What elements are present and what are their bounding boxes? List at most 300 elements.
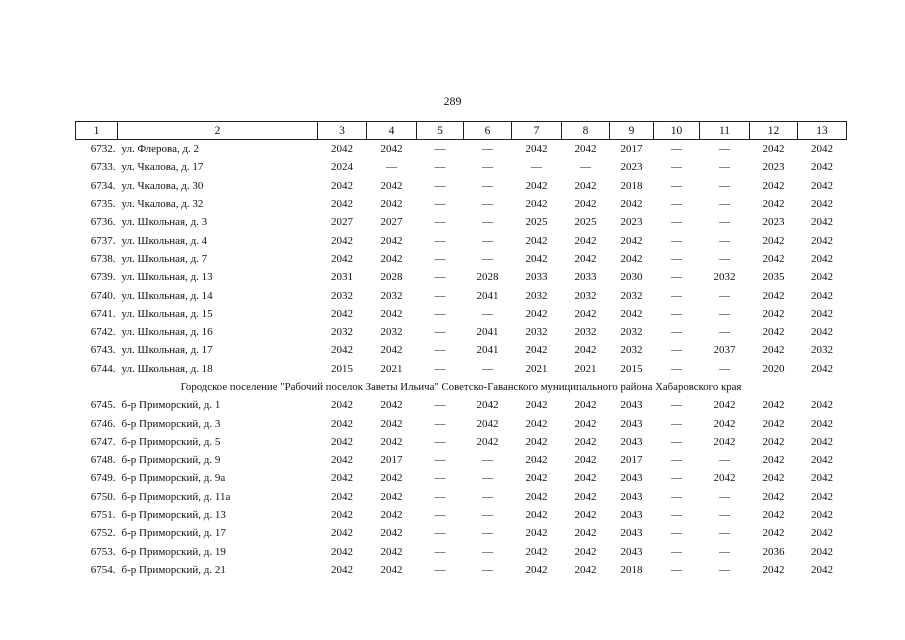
cell-col-9: 2043 (620, 417, 643, 430)
column-header-7: 7 (512, 122, 562, 140)
row-number: 6750. (90, 490, 116, 503)
cell-col-9: 2018 (620, 563, 643, 576)
cell-col-13: 2042 (811, 198, 833, 211)
section-row (76, 378, 847, 396)
row-address: б-р Приморский, д. 9 (121, 454, 221, 467)
cell-col-11: — (719, 252, 730, 265)
cell-col-9: 2043 (620, 399, 643, 412)
cell-col-13: 2042 (811, 417, 833, 430)
cell-col-10: — (671, 362, 682, 375)
cell-col-7: 2042 (525, 545, 548, 558)
cell-col-12: 2042 (762, 527, 785, 540)
cell-col-9: 2042 (620, 198, 643, 211)
table-header (76, 122, 847, 140)
cell-col-8: 2042 (574, 490, 597, 503)
row-address: б-р Приморский, д. 9а (121, 472, 226, 485)
cell-col-10: — (671, 417, 682, 430)
cell-col-11: — (719, 179, 730, 192)
cell-col-10: — (671, 289, 682, 302)
cell-col-8: 2042 (574, 307, 597, 320)
cell-col-4: 2042 (380, 563, 403, 576)
cell-col-12: 2042 (762, 454, 785, 467)
column-header-13: 13 (798, 122, 847, 140)
cell-col-5: — (434, 307, 446, 320)
cell-col-13: 2042 (811, 527, 833, 540)
cell-col-3: 2042 (331, 234, 353, 247)
cell-col-6: — (482, 563, 493, 576)
cell-col-6: 2041 (476, 326, 499, 339)
cell-col-5: — (434, 289, 446, 302)
cell-col-9: 2017 (620, 143, 643, 156)
row-number: 6746. (90, 417, 116, 430)
cell-col-11: 2042 (713, 435, 736, 448)
table-row (76, 341, 847, 359)
row-number: 6748. (90, 454, 116, 467)
cell-col-3: 2031 (331, 271, 353, 284)
cell-col-10: — (671, 234, 682, 247)
cell-col-13: 2042 (811, 362, 833, 375)
row-address: ул. Школьная, д. 13 (121, 271, 213, 284)
cell-col-13: 2042 (811, 490, 833, 503)
row-number: 6742. (90, 326, 116, 339)
cell-col-11: 2042 (713, 399, 736, 412)
cell-col-4: 2042 (380, 252, 403, 265)
cell-col-4: 2042 (380, 179, 403, 192)
cell-col-12: 2042 (762, 179, 785, 192)
cell-col-12: 2042 (762, 289, 785, 302)
cell-col-10: — (671, 472, 682, 485)
cell-col-12: 2042 (762, 490, 785, 503)
cell-col-9: 2032 (620, 326, 643, 339)
cell-col-4: 2042 (380, 435, 403, 448)
table-body (76, 140, 847, 580)
cell-col-11: 2037 (713, 344, 736, 357)
cell-col-13: 2042 (811, 143, 833, 156)
table-row (76, 543, 847, 561)
cell-col-12: 2023 (762, 161, 785, 174)
cell-col-9: 2043 (620, 545, 643, 558)
cell-col-5: — (434, 252, 446, 265)
column-header-5: 5 (417, 122, 464, 140)
row-number: 6733. (90, 161, 116, 174)
column-header-10: 10 (654, 122, 700, 140)
row-number: 6735. (90, 198, 116, 211)
cell-col-6: 2028 (476, 271, 499, 284)
cell-col-7: 2042 (525, 234, 548, 247)
cell-col-6: — (482, 545, 493, 558)
cell-col-13: 2042 (811, 307, 833, 320)
cell-col-11: 2042 (713, 417, 736, 430)
cell-col-13: 2042 (811, 289, 833, 302)
cell-col-7: 2042 (525, 417, 548, 430)
cell-col-11: — (719, 509, 730, 522)
table-row (76, 177, 847, 195)
cell-col-7: 2042 (525, 563, 548, 576)
cell-col-9: 2015 (620, 362, 643, 375)
row-address: ул. Школьная, д. 17 (121, 344, 213, 357)
row-address: б-р Приморский, д. 17 (121, 527, 226, 540)
cell-col-7: 2042 (525, 509, 548, 522)
cell-col-3: 2042 (331, 435, 353, 448)
cell-col-10: — (671, 435, 682, 448)
cell-col-9: 2042 (620, 252, 643, 265)
cell-col-6: — (482, 179, 493, 192)
cell-col-5: — (434, 545, 446, 558)
cell-col-6: — (482, 143, 493, 156)
cell-col-9: 2017 (620, 454, 643, 467)
cell-col-4: 2042 (380, 344, 403, 357)
cell-col-4: 2042 (380, 490, 403, 503)
cell-col-13: 2042 (811, 179, 833, 192)
row-address: б-р Приморский, д. 3 (121, 417, 221, 430)
cell-col-10: — (671, 198, 682, 211)
table-row (76, 451, 847, 469)
cell-col-10: — (671, 399, 682, 412)
cell-col-12: 2042 (762, 198, 785, 211)
column-header-9: 9 (610, 122, 654, 140)
cell-col-5: — (434, 417, 446, 430)
cell-col-13: 2042 (811, 454, 833, 467)
cell-col-7: 2042 (525, 252, 548, 265)
cell-col-5: — (434, 472, 446, 485)
cell-col-9: 2032 (620, 289, 643, 302)
cell-col-5: — (434, 435, 446, 448)
row-number: 6754. (90, 563, 116, 576)
page-number: 289 (443, 94, 462, 108)
table-row (76, 469, 847, 487)
cell-col-5: — (434, 326, 446, 339)
cell-col-6: — (482, 472, 493, 485)
cell-col-3: 2032 (331, 289, 353, 302)
cell-col-3: 2042 (331, 545, 353, 558)
cell-col-3: 2024 (331, 161, 353, 174)
row-address: ул. Чкалова, д. 32 (121, 198, 204, 211)
cell-col-11: — (719, 563, 730, 576)
cell-col-13: 2042 (811, 399, 833, 412)
cell-col-4: 2042 (380, 417, 403, 430)
cell-col-12: 2042 (762, 563, 785, 576)
cell-col-7: 2032 (525, 326, 548, 339)
cell-col-8: 2042 (574, 399, 597, 412)
cell-col-8: 2042 (574, 252, 597, 265)
cell-col-6: 2042 (476, 435, 499, 448)
cell-col-4: — (386, 161, 397, 174)
cell-col-7: 2032 (525, 289, 548, 302)
row-address: ул. Школьная, д. 4 (121, 234, 208, 247)
table-row (76, 360, 847, 378)
cell-col-6: — (482, 362, 493, 375)
cell-col-6: — (482, 252, 493, 265)
row-number: 6743. (90, 344, 116, 357)
cell-col-8: 2032 (574, 326, 597, 339)
cell-col-12: 2042 (762, 344, 785, 357)
cell-col-11: — (719, 289, 730, 302)
cell-col-6: 2042 (476, 399, 499, 412)
cell-col-3: 2032 (331, 326, 353, 339)
cell-col-11: 2032 (713, 271, 736, 284)
cell-col-7: 2042 (525, 435, 548, 448)
row-address: б-р Приморский, д. 11а (121, 490, 231, 503)
cell-col-8: 2042 (574, 344, 597, 357)
table-row (76, 213, 847, 231)
row-address: ул. Флерова, д. 2 (121, 143, 200, 156)
cell-col-12: 2020 (762, 362, 785, 375)
cell-col-10: — (671, 344, 682, 357)
column-header-12: 12 (750, 122, 798, 140)
cell-col-7: 2042 (525, 307, 548, 320)
cell-col-3: 2042 (331, 179, 353, 192)
row-address: б-р Приморский, д. 5 (121, 435, 221, 448)
row-address: б-р Приморский, д. 21 (121, 563, 226, 576)
cell-col-3: 2042 (331, 344, 353, 357)
row-address: б-р Приморский, д. 1 (121, 399, 221, 412)
cell-col-13: 2042 (811, 252, 833, 265)
cell-col-13: 2042 (811, 326, 833, 339)
cell-col-10: — (671, 490, 682, 503)
table-row (76, 158, 847, 176)
cell-col-4: 2042 (380, 234, 403, 247)
row-address: ул. Школьная, д. 16 (121, 326, 213, 339)
row-number: 6740. (90, 289, 116, 302)
table-row (76, 323, 847, 341)
cell-col-10: — (671, 307, 682, 320)
row-number: 6738. (90, 252, 116, 265)
row-address: ул. Школьная, д. 3 (121, 216, 208, 229)
cell-col-10: — (671, 563, 682, 576)
row-number: 6749. (90, 472, 116, 485)
table-row (76, 231, 847, 249)
cell-col-4: 2032 (380, 289, 403, 302)
cell-col-3: 2042 (331, 417, 353, 430)
cell-col-5: — (434, 527, 446, 540)
row-address: ул. Чкалова, д. 17 (121, 161, 204, 174)
cell-col-10: — (671, 545, 682, 558)
cell-col-13: 2042 (811, 216, 833, 229)
cell-col-11: 2042 (713, 472, 736, 485)
cell-col-5: — (434, 344, 446, 357)
cell-col-13: 2032 (811, 344, 833, 357)
cell-col-9: 2023 (620, 216, 643, 229)
cell-col-4: 2042 (380, 527, 403, 540)
cell-col-6: — (482, 216, 493, 229)
cell-col-9: 2023 (620, 161, 643, 174)
cell-col-7: 2042 (525, 143, 548, 156)
cell-col-8: 2042 (574, 417, 597, 430)
cell-col-6: — (482, 509, 493, 522)
table-row (76, 488, 847, 506)
row-address: ул. Школьная, д. 15 (121, 307, 213, 320)
cell-col-3: 2015 (331, 362, 353, 375)
cell-col-10: — (671, 179, 682, 192)
cell-col-11: — (719, 527, 730, 540)
cell-col-12: 2042 (762, 399, 785, 412)
cell-col-8: 2042 (574, 435, 597, 448)
cell-col-7: 2042 (525, 490, 548, 503)
cell-col-12: 2042 (762, 509, 785, 522)
cell-col-5: — (434, 179, 446, 192)
cell-col-12: 2042 (762, 417, 785, 430)
register-table (75, 121, 847, 579)
cell-col-9: 2042 (620, 234, 643, 247)
cell-col-11: — (719, 545, 730, 558)
cell-col-11: — (719, 454, 730, 467)
cell-col-12: 2042 (762, 252, 785, 265)
cell-col-11: — (719, 326, 730, 339)
header-row (76, 122, 847, 140)
cell-col-8: 2033 (574, 271, 597, 284)
row-number: 6736. (90, 216, 116, 229)
cell-col-10: — (671, 326, 682, 339)
cell-col-6: 2041 (476, 344, 499, 357)
cell-col-13: 2042 (811, 563, 833, 576)
row-number: 6753. (90, 545, 116, 558)
cell-col-4: 2017 (380, 454, 403, 467)
cell-col-8: — (580, 161, 591, 174)
cell-col-6: — (482, 161, 493, 174)
cell-col-13: 2042 (811, 161, 833, 174)
cell-col-5: — (434, 563, 446, 576)
table-row (76, 195, 847, 213)
cell-col-8: 2042 (574, 472, 597, 485)
cell-col-8: 2032 (574, 289, 597, 302)
row-address: ул. Школьная, д. 7 (121, 252, 208, 265)
cell-col-9: 2043 (620, 472, 643, 485)
table-row (76, 524, 847, 542)
cell-col-8: 2025 (574, 216, 597, 229)
row-number: 6745. (90, 399, 116, 412)
cell-col-4: 2042 (380, 472, 403, 485)
cell-col-6: — (482, 198, 493, 211)
table-row (76, 506, 847, 524)
cell-col-10: — (671, 527, 682, 540)
cell-col-5: — (434, 234, 446, 247)
cell-col-5: — (434, 362, 446, 375)
cell-col-6: — (482, 527, 493, 540)
table-row (76, 305, 847, 323)
cell-col-6: 2042 (476, 417, 499, 430)
row-address: ул. Школьная, д. 18 (121, 362, 213, 375)
cell-col-9: 2032 (620, 344, 643, 357)
cell-col-9: 2042 (620, 307, 643, 320)
cell-col-5: — (434, 509, 446, 522)
row-number: 6732. (90, 143, 116, 156)
cell-col-12: 2042 (762, 435, 785, 448)
cell-col-8: 2042 (574, 563, 597, 576)
cell-col-7: 2042 (525, 344, 548, 357)
cell-col-3: 2042 (331, 563, 353, 576)
cell-col-5: — (434, 490, 446, 503)
table-row (76, 250, 847, 268)
cell-col-3: 2042 (331, 454, 353, 467)
cell-col-9: 2043 (620, 527, 643, 540)
table-row (76, 286, 847, 304)
row-number: 6752. (90, 527, 116, 540)
row-number: 6734. (90, 179, 116, 192)
cell-col-8: 2042 (574, 454, 597, 467)
cell-col-11: — (719, 490, 730, 503)
row-number: 6737. (90, 234, 116, 247)
cell-col-5: — (434, 399, 446, 412)
row-number: 6747. (90, 435, 116, 448)
cell-col-4: 2032 (380, 326, 403, 339)
cell-col-12: 2042 (762, 307, 785, 320)
column-header-6: 6 (464, 122, 512, 140)
cell-col-3: 2042 (331, 509, 353, 522)
cell-col-13: 2042 (811, 472, 833, 485)
cell-col-4: 2028 (380, 271, 403, 284)
cell-col-3: 2042 (331, 399, 353, 412)
cell-col-8: 2042 (574, 143, 597, 156)
cell-col-12: 2042 (762, 326, 785, 339)
cell-col-11: — (719, 143, 730, 156)
cell-col-6: — (482, 307, 493, 320)
cell-col-11: — (719, 161, 730, 174)
cell-col-7: 2042 (525, 527, 548, 540)
column-header-11: 11 (700, 122, 750, 140)
cell-col-13: 2042 (811, 435, 833, 448)
cell-col-8: 2021 (574, 362, 597, 375)
cell-col-7: 2042 (525, 399, 548, 412)
cell-col-4: 2042 (380, 545, 403, 558)
cell-col-12: 2042 (762, 472, 785, 485)
cell-col-10: — (671, 161, 682, 174)
table-row (76, 414, 847, 432)
cell-col-3: 2042 (331, 472, 353, 485)
cell-col-4: 2042 (380, 307, 403, 320)
cell-col-3: 2042 (331, 143, 353, 156)
cell-col-4: 2042 (380, 143, 403, 156)
column-header-3: 3 (318, 122, 367, 140)
cell-col-9: 2043 (620, 435, 643, 448)
cell-col-6: — (482, 234, 493, 247)
cell-col-8: 2042 (574, 545, 597, 558)
cell-col-5: — (434, 216, 446, 229)
cell-col-11: — (719, 362, 730, 375)
cell-col-7: 2042 (525, 472, 548, 485)
table-row (76, 433, 847, 451)
cell-col-7: 2042 (525, 179, 548, 192)
row-address: б-р Приморский, д. 13 (121, 509, 226, 522)
cell-col-12: 2023 (762, 216, 785, 229)
cell-col-13: 2042 (811, 234, 833, 247)
table-row (76, 396, 847, 414)
column-header-4: 4 (367, 122, 417, 140)
cell-col-12: 2042 (762, 234, 785, 247)
cell-col-7: 2025 (525, 216, 548, 229)
cell-col-3: 2042 (331, 252, 353, 265)
cell-col-4: 2021 (380, 362, 403, 375)
cell-col-4: 2042 (380, 509, 403, 522)
cell-col-11: — (719, 234, 730, 247)
row-address: б-р Приморский, д. 19 (121, 545, 226, 558)
cell-col-6: 2041 (476, 289, 499, 302)
cell-col-3: 2042 (331, 490, 353, 503)
cell-col-8: 2042 (574, 509, 597, 522)
cell-col-7: 2033 (525, 271, 548, 284)
cell-col-9: 2043 (620, 509, 643, 522)
cell-col-7: — (531, 161, 542, 174)
cell-col-5: — (434, 198, 446, 211)
cell-col-7: 2021 (525, 362, 548, 375)
cell-col-8: 2042 (574, 527, 597, 540)
cell-col-10: — (671, 252, 682, 265)
cell-col-12: 2042 (762, 143, 785, 156)
cell-col-6: — (482, 490, 493, 503)
cell-col-12: 2036 (762, 545, 785, 558)
cell-col-3: 2042 (331, 527, 353, 540)
column-header-1: 1 (76, 122, 118, 140)
row-number: 6744. (90, 362, 116, 375)
